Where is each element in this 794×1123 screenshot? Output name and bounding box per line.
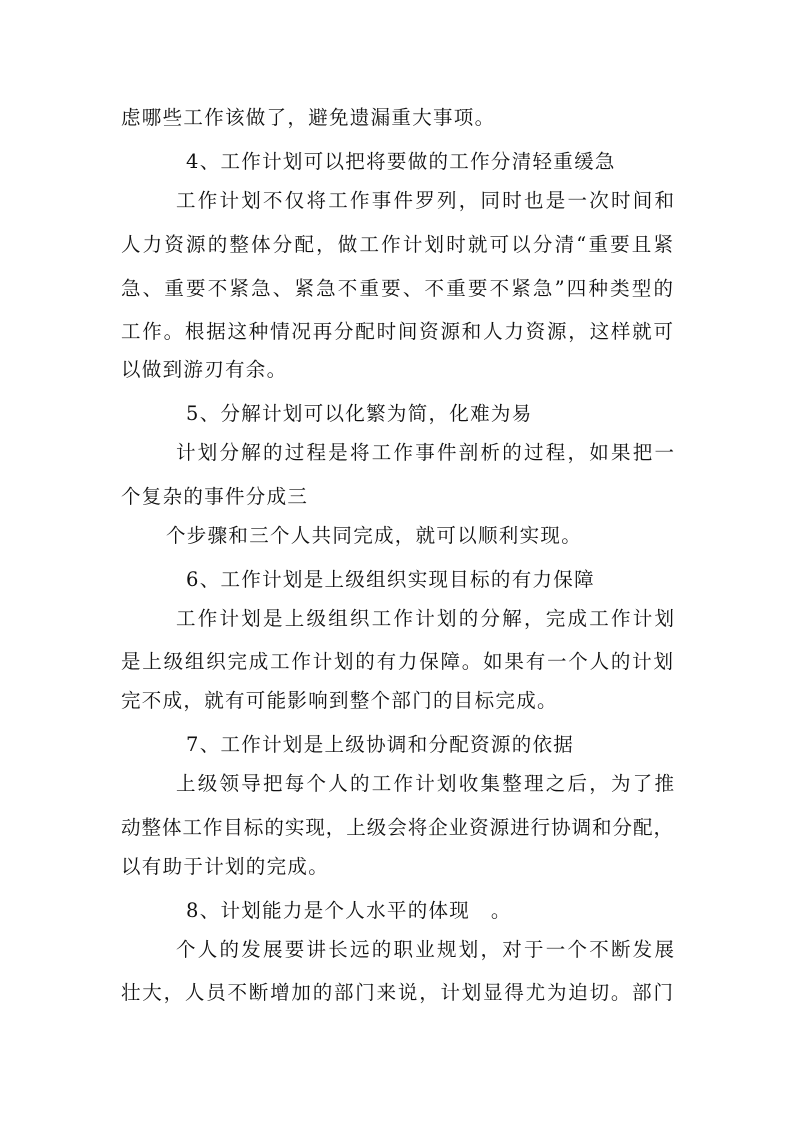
text-line: 计划分解的过程是将工作事件剖析的过程，如果把一: [176, 441, 674, 464]
text-line: 虑哪些工作该做了，避免遗漏重大事项。: [121, 106, 496, 129]
text-line: 工作。根据这种情况再分配时间资源和人力资源，这样就可: [121, 320, 673, 343]
text-line: 壮大，人员不断增加的部门来说，计划显得尤为迫切。部门: [121, 981, 673, 1004]
text-line: 工作计划不仅将工作事件罗列，同时也是一次时间和: [176, 189, 674, 212]
section-heading-8: 8、计划能力是个人水平的体现 。: [186, 899, 512, 922]
text-line: 个复杂的事件分成三: [121, 485, 309, 508]
text-line: 完不成，就有可能影响到整个部门的目标完成。: [121, 689, 558, 712]
text-line: 工作计划是上级组织工作计划的分解，完成工作计划: [176, 607, 674, 630]
text-line: 个人的发展要讲长远的职业规划，对于一个不断发展: [176, 938, 674, 961]
text-line: 个步骤和三个人共同完成，就可以顺利实现。: [166, 524, 583, 547]
section-heading-5: 5、分解计划可以化繁为简，化难为易: [186, 402, 533, 425]
section-heading-6: 6、工作计划是上级组织实现目标的有力保障: [186, 568, 595, 591]
text-line: 动整体工作目标的实现，上级会将企业资源进行协调和分配，: [121, 816, 673, 839]
text-line: 以有助于计划的完成。: [121, 855, 330, 878]
section-heading-4: 4、工作计划可以把将要做的工作分清轻重缓急: [186, 150, 616, 173]
text-line: 以做到游刃有余。: [121, 358, 288, 381]
text-line: 是上级组织完成工作计划的有力保障。如果有一个人的计划: [121, 650, 673, 673]
text-line: 人力资源的整体分配，做工作计划时就可以分清“重要且紧: [121, 233, 673, 256]
text-line: 上级领导把每个人的工作计划收集整理之后，为了推: [176, 772, 674, 795]
section-heading-7: 7、工作计划是上级协调和分配资源的依据: [186, 733, 575, 756]
text-line: 急、重要不紧急、紧急不重要、不重要不紧急”四种类型的: [121, 277, 673, 300]
